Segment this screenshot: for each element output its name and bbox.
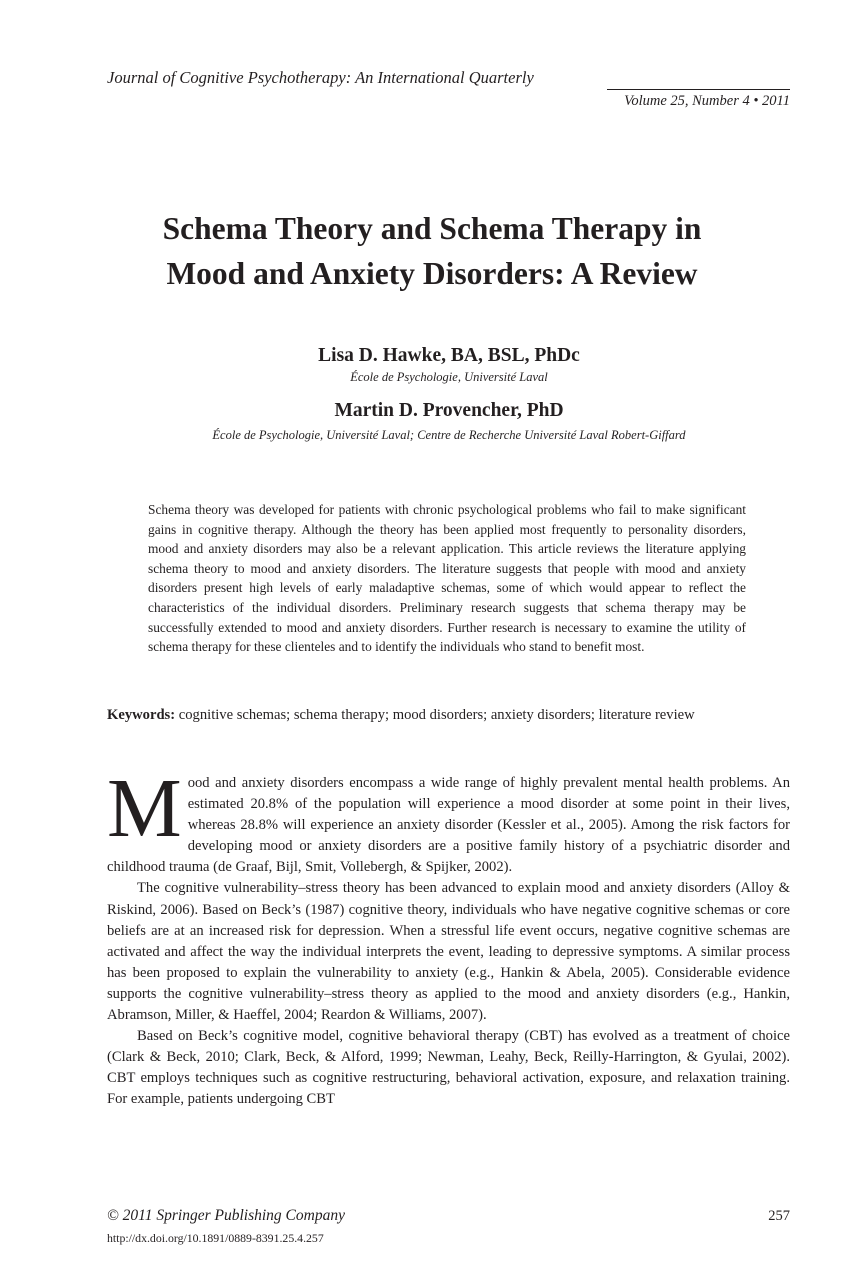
volume-info: Volume 25, Number 4 • 2011 <box>624 93 790 109</box>
body-paragraph-3: Based on Beck’s cognitive model, cognitive behavioral therapy (CBT) has evolved as a treatment of choice (Clark & Beck, 2010; Clark, Beck, & Alford, 1999; Newman, Leahy, Beck, Reilly-Harrington, & Gyulai, 2002). CBT employs techniques such as cognitive restructuring, behavioral activation, exposure, and relaxation training. For example, patients undergoing CBT <box>107 1028 790 1108</box>
page-number: 257 <box>768 1208 790 1224</box>
article-body <box>107 762 790 1111</box>
keywords <box>107 705 790 726</box>
journal-name: Journal of Cognitive Psychotherapy: An International Quarterly <box>107 68 534 87</box>
body-paragraph-2: The cognitive vulnerability–stress theory has been advanced to explain mood and anxiety disorders (Alloy & Riskind, 2006). Based on Beck’s (1987) cognitive theory, individuals who have negative cognitive schemas or core beliefs are at an increased risk for depression. When a stressful life event occurs, negative cognitive schemas are activated and affect the way the individual interprets the event, leading to depressive symptoms. A similar process has been proposed to explain the vulnerability to anxiety (e.g., Hankin & Abela, 2005). Considerable evidence supports the cognitive vulnerability–stress theory as applied to the mood and anxiety disorders (e.g., Hankin, Abramson, Miller, & Haeffel, 2004; Reardon & Williams, 2007). <box>107 880 790 1024</box>
doi-link[interactable]: http://dx.doi.org/10.1891/0889-8391.25.4.257 <box>107 1231 324 1245</box>
title-line-1: Schema Theory and Schema Therapy in <box>162 211 702 246</box>
body-paragraph-1 <box>107 762 790 878</box>
keywords-text: cognitive schemas; schema therapy; mood disorders; anxiety disorders; literature review <box>178 707 695 723</box>
author-2-affiliation: École de Psychologie, Université Laval; Centre de Recherche Université Laval Robert-Giffard <box>212 428 686 442</box>
author-1-name: Lisa D. Hawke, BA, BSL, PhDc <box>318 345 580 366</box>
author-2-name: Martin D. Provencher, PhD <box>334 400 564 421</box>
abstract: Schema theory was developed for patients with chronic psychological problems who fail to make significant gains in cognitive therapy. Although the theory has been applied most frequently to personality disorders, mood and anxiety disorders may also be a relevant application. This article reviews the literature applying schema theory to mood and anxiety disorders. The literature suggests that people with mood and anxiety disorders present high levels of early maladaptive schemas, some of which would appear to reflect the characteristics of the individual disorders. Preliminary research suggests that schema therapy may be successfully extended to mood and anxiety disorders. Further research is necessary to examine the utility of schema therapy for these clienteles and to identify the individuals who stand to benefit most. <box>148 502 746 655</box>
header-rule <box>607 89 790 90</box>
author-1-affiliation: École de Psychologie, Université Laval <box>350 370 548 384</box>
copyright: © 2011 Springer Publishing Company <box>107 1207 345 1224</box>
keywords-label: Keywords: <box>107 707 176 723</box>
body-paragraph-1-text: ood and anxiety disorders encompass a wide range of highly prevalent mental health problems. An estimated 20.8% of the population will experience a mood disorder at some point in their lives, whereas 28.8% will experience an anxiety disorder (Kessler et al., 2005). Among the risk factors for developing mood or anxiety disorders are a positive family history of a psychiatric disorder and childhood trauma (de Graaf, Bijl, Smit, Vollebergh, & Spijker, 2002). <box>107 775 790 876</box>
article-title <box>60 206 804 296</box>
title-line-2: Mood and Anxiety Disorders: A Review <box>166 256 698 291</box>
drop-cap: M <box>107 762 182 855</box>
